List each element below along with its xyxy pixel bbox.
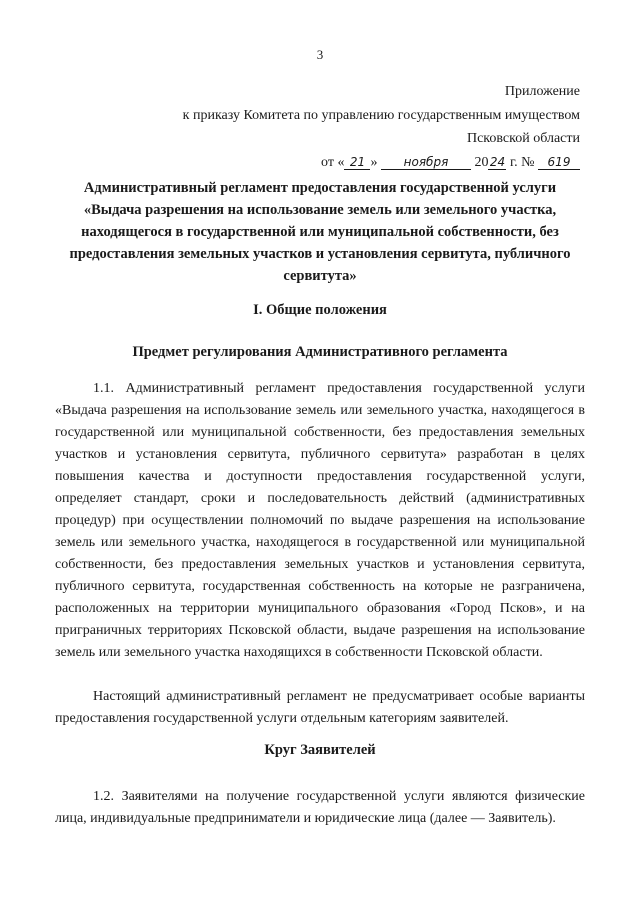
order-number: 619 [538,155,580,170]
date-quote: » [370,154,378,170]
date-day: 21 [344,155,370,170]
year-prefix: 20 [474,154,489,170]
title-line: сервитута» [283,268,357,284]
title-line: находящегося в государственной или муниципальной собственности, без [81,224,559,240]
appendix-order: к приказу Комитета по управлению государственным имуществом [182,107,580,123]
subheading-applicants: Круг Заявителей [264,742,376,758]
appendix-region: Псковской области [466,131,580,146]
title-line: предоставления земельных участков и установления сервитута, публичного [69,246,571,262]
title-line: Административный регламент предоставления государственной услуги [83,180,557,196]
document-title [56,177,584,287]
appendix-block [183,80,580,174]
date-year: 24 [489,154,506,169]
paragraph-1-2: 1.2. Заявителями на получение государственной услуги являются физические лица, индивидуальные предприниматели и юридические лица (далее — Заявитель). [55,789,585,826]
subheading-subject: Предмет регулирования Административного регламента [132,344,508,360]
title-line: «Выдача разрешения на использование земель или земельного участка, [83,202,557,218]
date-from-label: от « [321,154,345,170]
number-prefix: г. № [509,154,535,170]
appendix-label: Приложение [504,84,580,99]
paragraph-1-1: 1.1. Административный регламент предоставления государственной услуги «Выдача разрешения на использование земель или земельного участка, находящегося в государственной или муниципальной собственности, без предоставления земельных участков и установления сервитута, публичного сервитута» разработан в целях повышения качества и доступности предоставления государственной услуги, определяет стандарт, сроки и последовательность действий (административных процедур) при осуществлении полномочий по выдаче разрешения на использование земель или земельного участка, находящегося в государственной или муниципальной собственности, без предоставления земельных участков и установления сервитута, публичного сервитута, государственная собственность на которые не разграничена, расположенных на территории муниципального образования «Город Псков», и на приграничных территориях Псковской области, выдаче разрешения на использование земель или земельного участка находящихся в собственности Псковской области. [55,381,585,660]
date-month: ноября [381,155,471,170]
section-heading-general: I. Общие положения [253,302,387,318]
page-number: 3 [316,47,324,62]
appendix-date-line [183,151,580,175]
paragraph-variants: Настоящий административный регламент не предусматривает особые варианты предоставления государственной услуги отдельным категориям заявителей. [55,689,585,726]
